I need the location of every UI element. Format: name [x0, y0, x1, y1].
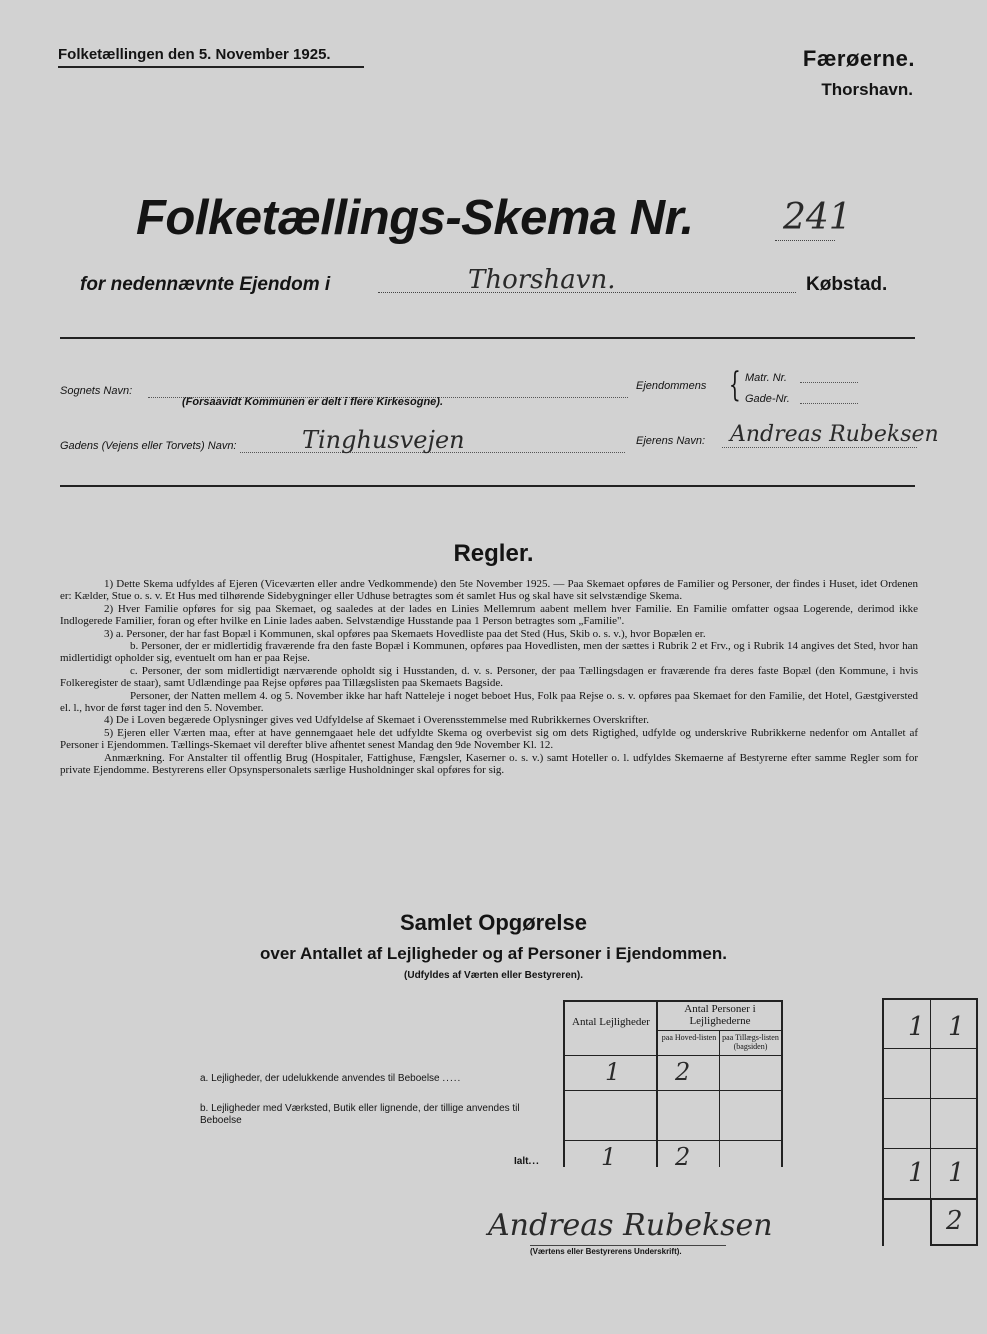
table-border-top [563, 1000, 783, 1002]
parish-note: (Forsaavidt Kommunen er delt i flere Kirkesogne). [182, 396, 444, 408]
grid-line [882, 1048, 978, 1049]
signature-caption: (Værtens eller Bestyrerens Underskrift). [530, 1247, 682, 1256]
street-handwritten: Tinghusvejen [302, 426, 465, 454]
summary-table [563, 1000, 783, 1171]
grid-line [930, 1244, 978, 1246]
summary-subtitle: over Antallet af Lejligheder og af Personer i Ejendommen. [260, 944, 727, 963]
signature-handwritten: Andreas Rubeksen [488, 1208, 773, 1243]
form-title: Folketællings-Skema Nr. [136, 191, 694, 245]
town-header: Thorshavn. [821, 80, 913, 99]
side-r4-value: 2 [946, 1206, 963, 1236]
rule-paragraph: 2) Hver Familie opføres for sig paa Skemaet, og saaledes at der lades en Linies Mellemrum aabent mellem hver Familie. En Familie omfatter ogsaa Logerende, derimod ikke Indlogerede Familier, foran og efter hvilke en Linie lades aaben. Selvstændige Husstande paa 1 Person betragtes som „Familie". [60, 602, 918, 628]
brace-icon: { [728, 365, 741, 405]
grid-line [882, 1148, 978, 1149]
census-date-header: Folketællingen den 5. November 1925. [58, 46, 331, 63]
side-tally-grid [882, 998, 978, 1246]
rules-title: Regler. [453, 540, 534, 567]
rule-paragraph: c. Personer, der som midlertidigt nærværende opholdt sig i Husstanden, d. v. s. Personer, der paa Tællingsdagen er fraværende fra deres faste Bopæl (den Kommune, i hvis Folkeregister de staar), samt Udlændinge paa Rejse opføres paa Tillægslisten paa Skemaets Bagside. [60, 664, 918, 690]
table-header-split [658, 1030, 781, 1031]
table-divider-col1 [656, 1000, 658, 1167]
property-handwritten: Thorshavn. [468, 265, 616, 295]
divider-bottom [60, 485, 915, 487]
rule-paragraph: Personer, der Natten mellem 4. og 5. November ikke har haft Natteleje i noget beboet Hus, Folk paa Rejse o. s. v. opføres paa Skemaet for den Familie, det Hotel, Gæstgiversted el. l., hvor de først tager ind den 5. November. [60, 689, 918, 715]
summary-title: Samlet Opgørelse [399, 910, 588, 935]
row-a-label: a. Lejligheder, der udelukkende anvendes til Beboelse ..... [200, 1073, 462, 1084]
matr-line [800, 382, 858, 383]
table-header-bottom [563, 1055, 783, 1056]
summary-note: (Udfyldes af Værten eller Bestyreren). [404, 970, 583, 981]
form-number-line [775, 240, 835, 241]
col-personer-header: Antal Personer i Lejlighederne [684, 1003, 756, 1027]
side-r3b-value: 1 [948, 1158, 965, 1188]
row-a-lejligheder-value: 1 [605, 1058, 621, 1086]
grid-line [930, 1198, 932, 1246]
col-lejligheder-header: Antal Lejligheder [572, 1016, 650, 1028]
rule-paragraph: Anmærkning. For Anstalter til offentlig Brug (Hospitaler, Fattighuse, Fængsler, Kaserner o. s. v.) samt Hoteller o. l. udfyldes Skemaerne af Bestyrerne efter samme Regler som for private Ejendomme. Bestyrerens eller Opsynspersonalets særlige Husholdninger skal opføres for sig. [60, 751, 918, 777]
owner-line [722, 447, 917, 448]
parish-label: Sognets Navn: [60, 385, 133, 397]
col-hoved-header: paa Hoved-listen [661, 1033, 717, 1042]
gade-label: Gade-Nr. [745, 393, 790, 405]
rule-paragraph: 4) De i Loven begærede Oplysninger gives ved Udfyldelse af Skemaet i Overensstemmelse med Rubrikkernes Overskrifter. [104, 714, 649, 727]
ialt-hoved-value: 2 [675, 1143, 691, 1171]
table-border-left [563, 1000, 565, 1167]
form-number-handwritten: 241 [783, 197, 852, 238]
property-suffix: Købstad. [806, 274, 888, 295]
signature-line [530, 1245, 726, 1246]
matr-label: Matr. Nr. [745, 372, 787, 384]
table-border-right [781, 1000, 783, 1167]
gade-line [800, 403, 858, 404]
rule-paragraph: 5) Ejeren eller Værten maa, efter at have gennemgaaet hele det udfyldte Skema og overbevist sig om dets Rigtighed, udfylde og underskrive Rubrikkerne nedenfor om Antallet af Personer i Ejendommen. Tællings-Skemaet vil derefter blive afhentet senest Mandag den 9de November Kl. 12. [60, 726, 918, 752]
owner-handwritten: Andreas Rubeksen [730, 422, 939, 447]
property-ident-label: Ejendommens [636, 380, 707, 392]
row-ialt-label: Ialt... [514, 1156, 540, 1167]
owner-label: Ejerens Navn: [636, 435, 706, 447]
property-label: for nedennævnte Ejendom i [80, 274, 331, 295]
rule-paragraph: b. Personer, der er midlertidig fraværende fra den faste Bopæl i Kommunen, opføres paa Hovedlisten, men der sættes i Rubrik 2 et Frv., og i Rubrik 14 angives det Sted, hvor han midlertidigt opholder sig, eventuelt om han er paa Rejse. [60, 640, 918, 665]
col-tillaeg-header: paa Tillægs-listen (bagsiden) [722, 1033, 779, 1051]
rule-paragraph: 3) a. Personer, der har fast Bopæl i Kommunen, skal opføres paa Skemaets Hovedliste paa det Sted (Hus, Skib o. s. v.), hvor Bopælen er. [104, 627, 706, 640]
region-header: Færøerne. [802, 46, 915, 71]
side-r1b-value: 1 [948, 1012, 965, 1042]
ialt-lejligheder-value: 1 [601, 1143, 617, 1171]
header-underline [58, 66, 364, 68]
street-label: Gadens (Vejens eller Torvets) Navn: [60, 440, 237, 452]
row-b-label: b. Lejligheder med Værksted, Butik eller lignende, der tillige anvendes til Beboelse [200, 1103, 520, 1126]
side-r3-value: 1 [908, 1158, 925, 1188]
grid-line [882, 998, 884, 1246]
table-row-b-bottom [563, 1140, 783, 1141]
grid-line [976, 998, 978, 1246]
rules-body [60, 578, 918, 777]
rule-paragraph: 1) Dette Skema udfyldes af Ejeren (Viceværten eller andre Vedkommende) den 5te November 1925. — Paa Skemaet opføres de Familier og Personer, der findes i Huset, idet Ordenen er: Kælder, Stue o. s. v. Et Hus med tilhørende Sidebygninger eller Udhuse betragtes som ét samlet Hus og skal have sit selvstændige Skema. [60, 578, 918, 603]
side-r1-value: 1 [908, 1012, 925, 1042]
divider-top [60, 337, 915, 339]
row-a-hoved-value: 2 [675, 1058, 691, 1086]
grid-line [882, 1098, 978, 1099]
table-row-a-bottom [563, 1090, 783, 1091]
